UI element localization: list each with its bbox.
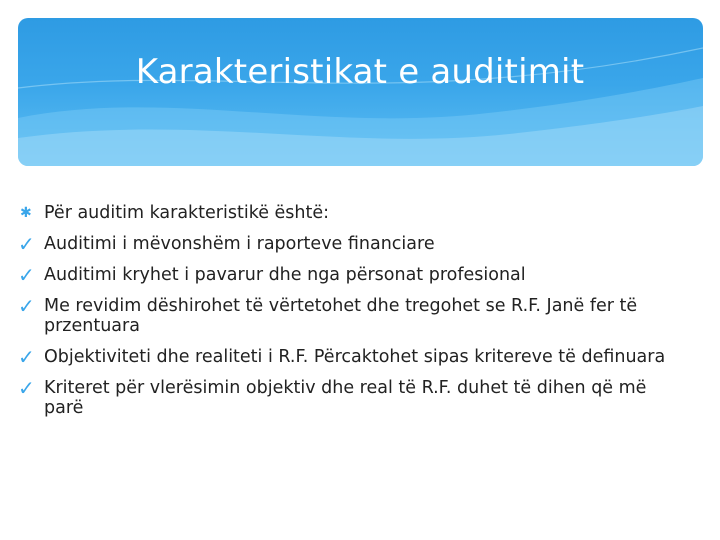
list-item [18,234,688,254]
list-item-text: Auditimi kryhet i pavarur dhe nga përsonat profesional [44,265,526,285]
slide-title: Karakteristikat e auditimit [135,52,585,92]
wave-decoration [18,18,703,166]
check-icon: ✓ [18,263,35,287]
list-item [18,265,688,285]
list-item-text: Objektiviteti dhe realiteti i R.F. Përcaktohet sipas kritereve të definuara [44,347,666,367]
check-icon: ✓ [18,294,35,318]
check-icon: ✓ [18,376,35,400]
bullet-list [18,203,688,429]
list-item-text: Auditimi i mëvonshëm i raporteve financiare [44,234,435,254]
list-item [18,296,688,336]
asterisk-icon: ✱ [20,205,32,221]
list-item [18,347,688,367]
list-item-text: Për auditim karakteristikë është: [44,203,330,223]
check-icon: ✓ [18,232,35,256]
list-item-text: Kriteret për vlerësimin objektiv dhe real të R.F. duhet të dihen që më parë [44,378,647,418]
title-banner [18,18,703,166]
list-item [18,203,688,223]
check-icon: ✓ [18,345,35,369]
list-item-text: Me revidim dëshirohet të vërtetohet dhe tregohet se R.F. Janë fer të przentuara [44,296,638,336]
list-item [18,378,688,418]
